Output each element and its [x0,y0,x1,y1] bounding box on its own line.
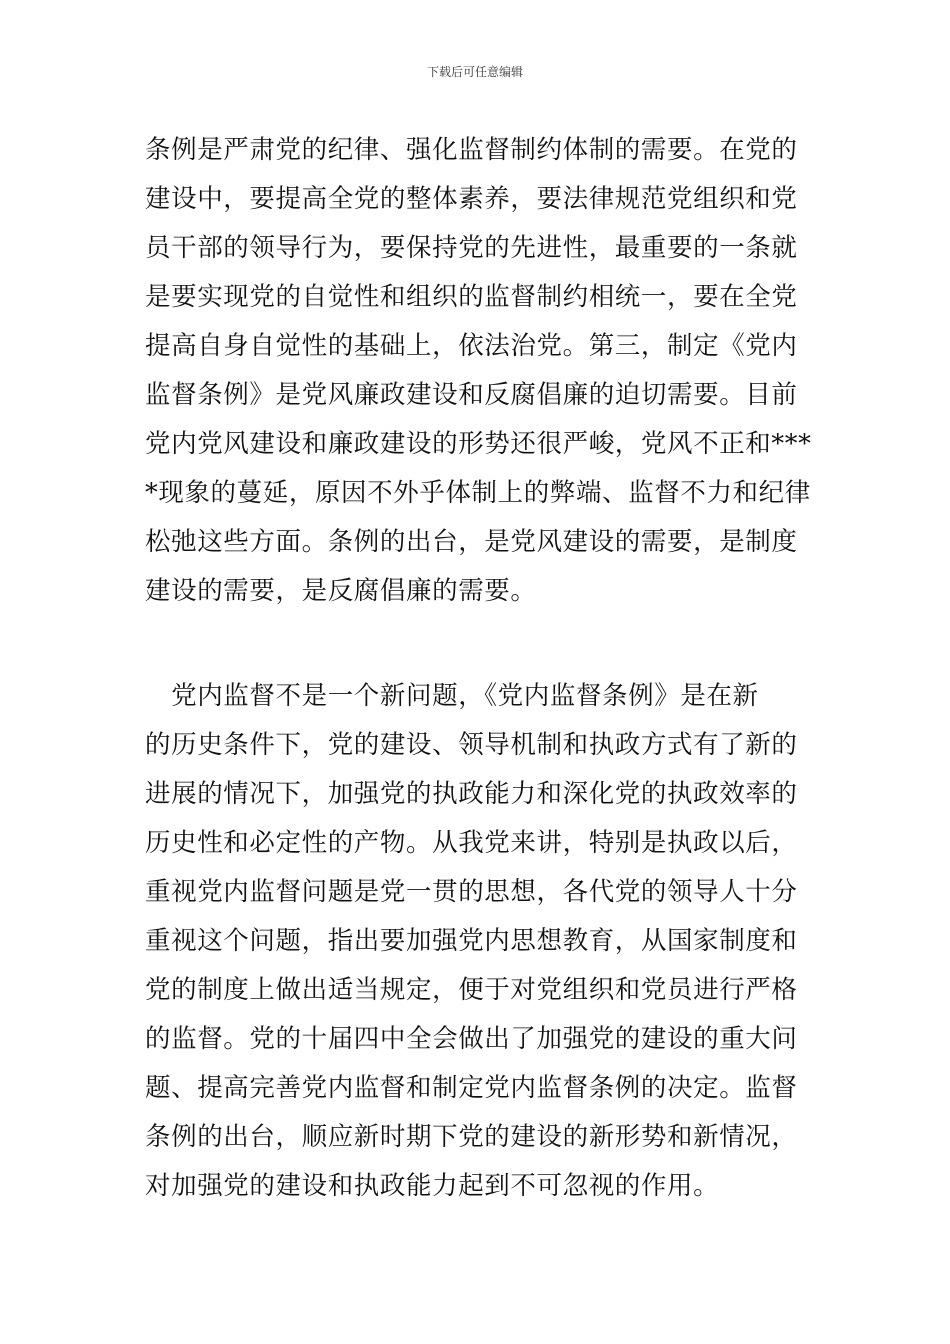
paragraph-line: 提高自身自觉性的基础上，依法治党。第三，制定《党内 [145,331,798,361]
paragraph-line: 松弛这些方面。条例的出台，是党风建设的需要，是制度 [145,527,798,557]
paragraph-line: 条例的出台，顺应新时期下党的建设的新形势和新情况， [145,1122,798,1152]
paragraph-line: 党内监督不是一个新问题，《党内监督条例》是在新 [145,681,759,711]
paragraph-line: 对加强党的建设和执政能力起到不可忽视的作用。 [145,1171,720,1201]
paragraph-line: 监督条例》是党风廉政建设和反腐倡廉的迫切需要。目前 [145,380,798,410]
paragraph-line: *现象的蔓延，原因不外乎体制上的弊端、监督不力和纪律 [145,478,811,508]
paragraph-line: 条例是严肃党的纪律、强化监督制约体制的需要。在党的 [145,135,798,165]
paragraph-line: 建设的需要，是反腐倡廉的需要。 [145,576,537,606]
paragraph-line: 建设中，要提高全党的整体素养，要法律规范党组织和党 [145,184,798,214]
paragraph-line: 的历史条件下，党的建设、领导机制和执政方式有了新的 [145,730,798,760]
paragraph-line: 员干部的领导行为，要保持党的先进性，最重要的一条就 [145,233,798,263]
paragraph-line: 党内党风建设和廉政建设的形势还很严峻，党风不正和*** [145,429,812,459]
paragraph-line: 的监督。党的十届四中全会做出了加强党的建设的重大问 [145,1024,798,1054]
paragraph-line: 重视党内监督问题是党一贯的思想，各代党的领导人十分 [145,877,798,907]
paragraph-line: 重视这个问题，指出要加强党内思想教育，从国家制度和 [145,926,798,956]
paragraph-line: 党的制度上做出适当规定，便于对党组织和党员进行严格 [145,975,798,1005]
paragraph-1 [145,126,815,616]
paragraph-line: 题、提高完善党内监督和制定党内监督条例的决定。监督 [145,1073,798,1103]
paragraph-2 [145,672,815,1211]
paragraph-line: 是要实现党的自觉性和组织的监督制约相统一，要在全党 [145,282,798,312]
paragraph-line: 历史性和必定性的产物。从我党来讲，特别是执政以后， [145,828,798,858]
page-header: 下载后可任意编辑 [426,65,523,79]
paragraph-line: 进展的情况下，加强党的执政能力和深化党的执政效率的 [145,779,798,809]
